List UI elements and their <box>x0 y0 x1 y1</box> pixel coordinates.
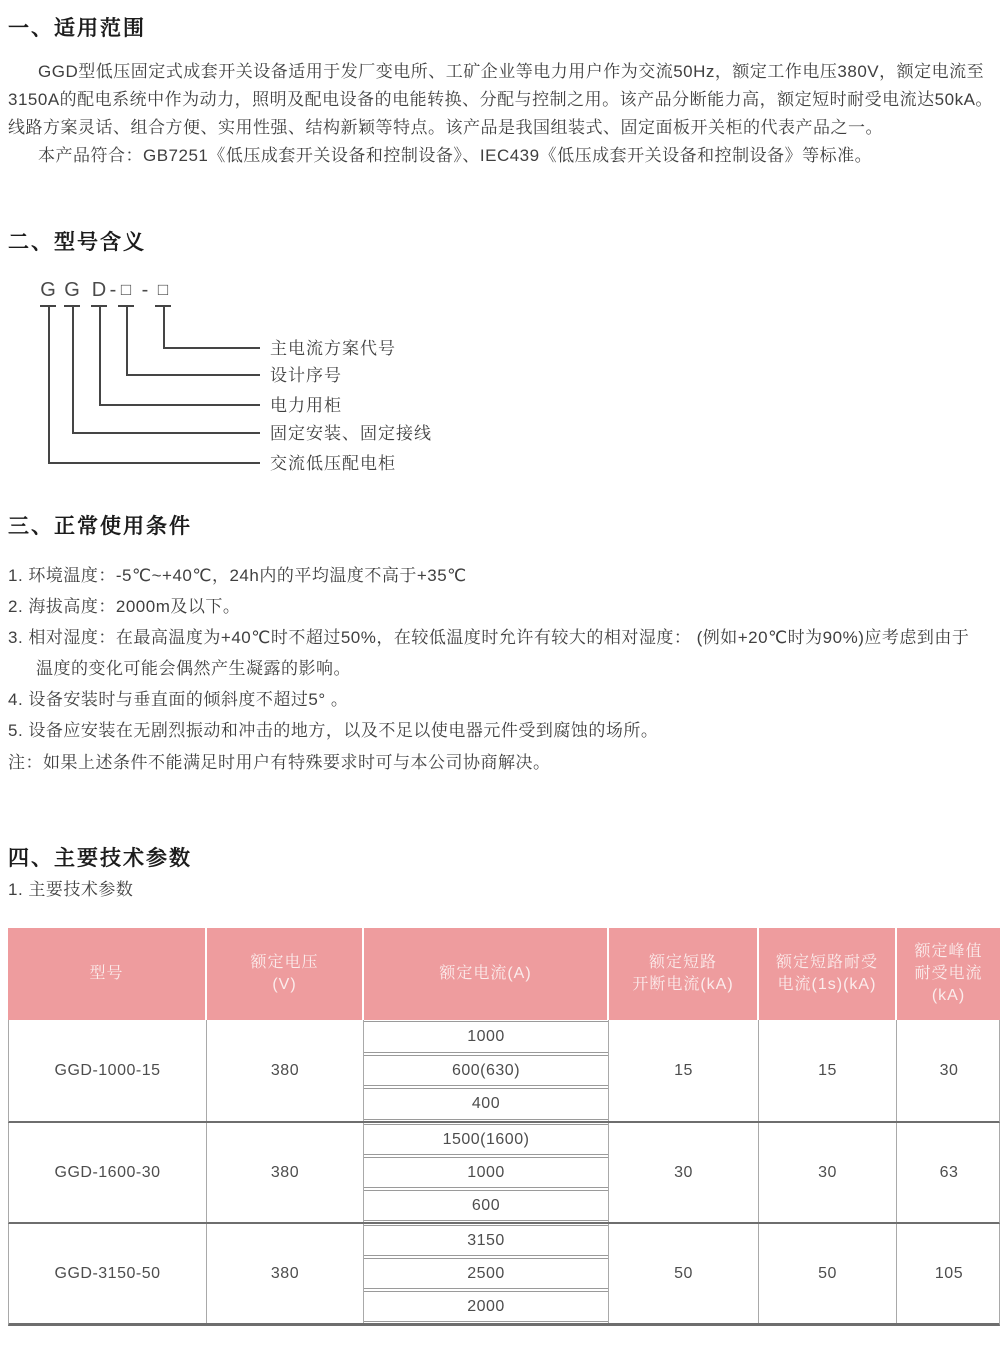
header-line: 电流(1s)(kA) <box>777 976 877 993</box>
section1-paragraph-line: 线路方案灵话、组合方便、实用性强、结构新颖等特点。该产品是我国组装式、固定面板开关柜的代表产品之一。 <box>8 118 883 137</box>
header-cell-short-circuit-withstand <box>757 928 895 1020</box>
section4-heading: 四、主要技术参数 <box>8 847 192 870</box>
section3-heading: 三、正常使用条件 <box>8 515 192 538</box>
current-subcell: 1000 <box>364 1157 608 1188</box>
section4-subtitle: 1. 主要技术参数 <box>8 880 134 899</box>
header-line: 额定峰值 <box>914 943 983 960</box>
section1-paragraph-line: 3150A的配电系统中作为动力，照明及配电设备的电能转换、分配与控制之用。该产品分断能力高，额定短时耐受电流达50kA。 <box>8 90 993 109</box>
model-dash: - <box>141 279 149 301</box>
condition-item: 1. 环境温度：-5℃~+40℃，24h内的平均温度不高于+35℃ <box>8 566 467 585</box>
section2-heading: 二、型号含义 <box>8 231 146 254</box>
voltage-cell: 380 <box>206 1224 363 1323</box>
condition-item: 4. 设备安装时与垂直面的倾斜度不超过5° 。 <box>8 690 349 709</box>
header-cell-model <box>8 928 205 1020</box>
model-cell: GGD-1000-15 <box>54 1061 161 1079</box>
diagram-label: 主电流方案代号 <box>270 339 396 358</box>
header-line: 开断电流(kA) <box>632 976 734 993</box>
header-cell-peak-withstand <box>895 928 1000 1020</box>
peak-current-cell: 30 <box>896 1020 1001 1121</box>
peak-current-cell: 63 <box>896 1123 1001 1222</box>
current-subcell: 3150 <box>364 1225 608 1256</box>
current-subcell: 600 <box>364 1190 608 1221</box>
withstand-current-cell: 30 <box>758 1123 896 1222</box>
voltage-cell: 380 <box>206 1123 363 1222</box>
model-designation-diagram <box>0 278 700 488</box>
header-line: 额定短路耐受 <box>775 954 878 971</box>
parameters-table <box>8 928 1000 1326</box>
header-line: 额定电流(A) <box>439 965 532 982</box>
voltage-cell: 380 <box>206 1020 363 1121</box>
current-subcell: 400 <box>364 1088 608 1120</box>
condition-item: 5. 设备应安装在无剧烈振动和冲击的地方，以及不足以使电器元件受到腐蚀的场所。 <box>8 721 659 740</box>
header-line: 耐受电流 <box>914 965 983 982</box>
breaking-current-cell: 15 <box>608 1020 758 1121</box>
breaking-current-cell: 50 <box>608 1224 758 1323</box>
current-subcell: 2000 <box>364 1291 608 1322</box>
peak-current-cell: 105 <box>896 1224 1001 1323</box>
header-cell-short-circuit-breaking <box>607 928 757 1020</box>
model-placeholder-box: □ <box>120 280 132 299</box>
withstand-current-cell: 15 <box>758 1020 896 1121</box>
header-line: 型号 <box>89 965 124 982</box>
header-cell-rated-current <box>362 928 607 1020</box>
table-header-row <box>8 928 1000 1020</box>
condition-item: 2. 海拔高度：2000m及以下。 <box>8 597 241 616</box>
model-dash: - <box>109 279 117 301</box>
model-char: G <box>40 279 56 301</box>
section1-paragraph-line: 本产品符合：GB7251《低压成套开关设备和控制设备》、IEC439《低压成套开关设备和控制设备》等标准。 <box>38 146 873 165</box>
breaking-current-cell: 30 <box>608 1123 758 1222</box>
diagram-label: 电力用柜 <box>270 396 342 415</box>
withstand-current-cell: 50 <box>758 1224 896 1323</box>
condition-note: 注：如果上述条件不能满足时用户有特殊要求时可与本公司协商解决。 <box>8 753 551 772</box>
current-cell-group <box>363 1123 608 1222</box>
section1-paragraph-line: GGD型低压固定式成套开关设备适用于发厂变电所、工矿企业等电力用户作为交流50Hz，额定工作电压380V，额定电流至 <box>38 62 985 81</box>
header-line: (V) <box>272 976 297 993</box>
header-line: 额定电压 <box>250 954 319 971</box>
current-subcell: 600(630) <box>364 1055 608 1087</box>
diagram-connector <box>48 306 260 464</box>
diagram-label: 固定安装、固定接线 <box>270 424 432 443</box>
header-line: (kA) <box>931 987 966 1004</box>
condition-item: 3. 相对湿度：在最高温度为+40℃时不超过50%，在较低温度时允许有较大的相对湿度： (例如+20℃时为90%)应考虑到由于 <box>8 628 970 647</box>
model-char: G <box>64 279 80 301</box>
table-row <box>8 1123 1000 1224</box>
table-row <box>8 1020 1000 1123</box>
current-cell-group <box>363 1224 608 1323</box>
diagram-label: 交流低压配电柜 <box>270 454 396 473</box>
diagram-label: 设计序号 <box>270 366 342 385</box>
current-subcell: 1000 <box>364 1021 608 1053</box>
header-line: 额定短路 <box>648 954 717 971</box>
current-cell-group <box>363 1020 608 1121</box>
condition-item-continuation: 温度的变化可能会偶然产生凝露的影响。 <box>36 659 351 678</box>
header-cell-rated-voltage <box>205 928 362 1020</box>
model-cell: GGD-3150-50 <box>54 1264 161 1282</box>
table-row <box>8 1224 1000 1326</box>
model-cell: GGD-1600-30 <box>54 1163 161 1181</box>
current-subcell: 1500(1600) <box>364 1124 608 1155</box>
model-placeholder-box: □ <box>157 280 169 299</box>
section1-heading: 一、适用范围 <box>8 17 146 40</box>
model-char: D <box>91 279 107 301</box>
current-subcell: 2500 <box>364 1258 608 1289</box>
